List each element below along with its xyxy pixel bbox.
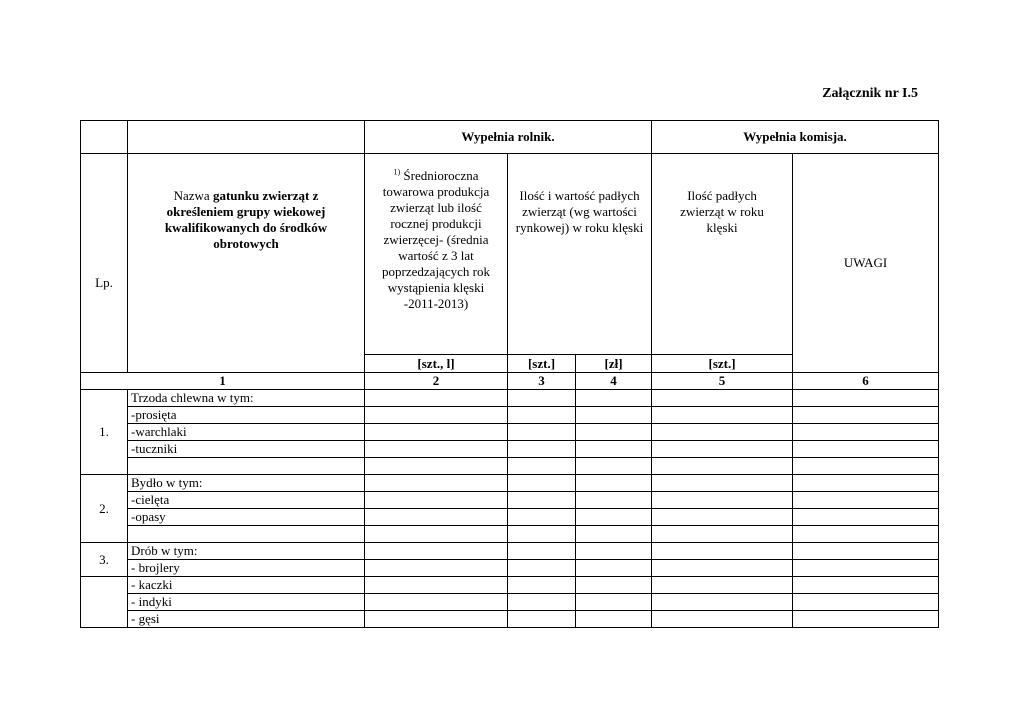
entry-cell[interactable] (365, 611, 508, 628)
entry-cell[interactable] (793, 441, 939, 458)
entry-cell[interactable] (365, 390, 508, 407)
entry-cell[interactable] (576, 509, 652, 526)
entry-cell[interactable] (652, 441, 793, 458)
entry-cell[interactable] (652, 407, 793, 424)
entry-cell[interactable] (508, 577, 576, 594)
row-lp: 1. (81, 390, 128, 475)
header-lp: Lp. (81, 154, 128, 373)
entry-cell[interactable] (576, 611, 652, 628)
entry-cell[interactable] (793, 594, 939, 611)
entry-cell[interactable] (652, 594, 793, 611)
row-animal-name (128, 526, 365, 543)
table-row (81, 543, 939, 560)
livestock-losses-table (80, 120, 939, 628)
entry-cell[interactable] (652, 577, 793, 594)
entry-cell[interactable] (365, 475, 508, 492)
row-animal-name: Drób w tym: (128, 543, 365, 560)
entry-cell[interactable] (652, 509, 793, 526)
row-animal-name: Trzoda chlewna w tym: (128, 390, 365, 407)
entry-cell[interactable] (652, 492, 793, 509)
entry-cell[interactable] (508, 390, 576, 407)
column-number: 3 (508, 373, 576, 390)
table-row (81, 594, 939, 611)
entry-cell[interactable] (793, 424, 939, 441)
row-lp: 2. (81, 475, 128, 543)
footnote-marker: 1) (393, 167, 401, 177)
entry-cell[interactable] (652, 543, 793, 560)
entry-cell[interactable] (365, 458, 508, 475)
column-number: 6 (793, 373, 939, 390)
header-empty-cell (81, 121, 128, 154)
entry-cell[interactable] (793, 611, 939, 628)
unit-col4b: [zł] (576, 355, 652, 373)
entry-cell[interactable] (652, 475, 793, 492)
unit-col4a: [szt.] (508, 355, 576, 373)
table-row (81, 509, 939, 526)
entry-cell[interactable] (365, 543, 508, 560)
header-farmer-group: Wypełnia rolnik. (365, 121, 652, 154)
table-row (81, 492, 939, 509)
header-dead-animals-value: Ilość i wartość padłych zwierząt (wg wartości rynkowej) w roku klęski (508, 154, 652, 355)
table-row (81, 424, 939, 441)
entry-cell[interactable] (576, 390, 652, 407)
row-animal-name: - brojlery (128, 560, 365, 577)
header-columns-row (81, 154, 939, 355)
entry-cell[interactable] (652, 560, 793, 577)
entry-cell[interactable] (508, 594, 576, 611)
entry-cell[interactable] (576, 526, 652, 543)
row-animal-name: - indyki (128, 594, 365, 611)
entry-cell[interactable] (793, 526, 939, 543)
entry-cell[interactable] (576, 492, 652, 509)
entry-cell[interactable] (793, 475, 939, 492)
row-animal-name: -prosięta (128, 407, 365, 424)
entry-cell[interactable] (365, 492, 508, 509)
entry-cell[interactable] (508, 475, 576, 492)
entry-cell[interactable] (576, 543, 652, 560)
entry-cell[interactable] (576, 441, 652, 458)
header-empty-cell (128, 121, 365, 154)
header-avg-production (365, 154, 508, 355)
row-animal-name: Bydło w tym: (128, 475, 365, 492)
table-row (81, 407, 939, 424)
header-commission-group: Wypełnia komisja. (652, 121, 939, 154)
entry-cell[interactable] (508, 543, 576, 560)
entry-cell[interactable] (652, 611, 793, 628)
row-lp (81, 577, 128, 628)
entry-cell[interactable] (508, 407, 576, 424)
row-lp: 3. (81, 543, 128, 577)
row-animal-name: - kaczki (128, 577, 365, 594)
entry-cell[interactable] (508, 458, 576, 475)
entry-cell[interactable] (365, 509, 508, 526)
column-number: 5 (652, 373, 793, 390)
column-number: 2 (365, 373, 508, 390)
table-row (81, 390, 939, 407)
entry-cell[interactable] (365, 560, 508, 577)
header-group-row (81, 121, 939, 154)
row-animal-name: -warchlaki (128, 424, 365, 441)
header-remarks: UWAGI (793, 154, 939, 373)
entry-cell[interactable] (508, 509, 576, 526)
entry-cell[interactable] (793, 543, 939, 560)
annex-label: Załącznik nr I.5 (822, 86, 918, 101)
header-avg-production-text: Średnioroczna towarowa produkcja zwierząt lub ilość rocznej produkcji zwierzęcej- (średnia wartość z 3 lat poprzedzających rok wystąpienia klęski -2011-2013) (382, 168, 490, 311)
entry-cell[interactable] (365, 407, 508, 424)
table-row (81, 475, 939, 492)
entry-cell[interactable] (793, 577, 939, 594)
header-animal-name-bold: gatunku zwierząt z określeniem grupy wiekowej kwalifikowanych do środków obrotowych (164, 188, 328, 251)
entry-cell[interactable] (365, 526, 508, 543)
entry-cell[interactable] (793, 390, 939, 407)
unit-col3: [szt., l] (365, 355, 508, 373)
entry-cell[interactable] (365, 424, 508, 441)
unit-col5: [szt.] (652, 355, 793, 373)
entry-cell[interactable] (793, 492, 939, 509)
entry-cell[interactable] (365, 594, 508, 611)
entry-cell[interactable] (576, 424, 652, 441)
entry-cell[interactable] (576, 475, 652, 492)
entry-cell[interactable] (576, 407, 652, 424)
entry-cell[interactable] (365, 441, 508, 458)
row-animal-name: -opasy (128, 509, 365, 526)
table-row (81, 611, 939, 628)
column-numbers-row (81, 373, 939, 390)
table-row (81, 458, 939, 475)
header-animal-name-plain: Nazwa (173, 188, 213, 203)
header-dead-animals-count: Ilość padłych zwierząt w roku klęski (652, 154, 793, 355)
table-row (81, 577, 939, 594)
entry-cell[interactable] (508, 424, 576, 441)
entry-cell[interactable] (508, 611, 576, 628)
entry-cell[interactable] (508, 526, 576, 543)
entry-cell[interactable] (652, 390, 793, 407)
entry-cell[interactable] (576, 577, 652, 594)
entry-cell[interactable] (652, 458, 793, 475)
column-number: 1 (81, 373, 365, 390)
entry-cell[interactable] (793, 458, 939, 475)
entry-cell[interactable] (508, 441, 576, 458)
row-animal-name: -tuczniki (128, 441, 365, 458)
row-animal-name (128, 458, 365, 475)
row-animal-name: - gęsi (128, 611, 365, 628)
entry-cell[interactable] (508, 560, 576, 577)
entry-cell[interactable] (652, 424, 793, 441)
table-row (81, 560, 939, 577)
table-row (81, 441, 939, 458)
row-animal-name: -cielęta (128, 492, 365, 509)
entry-cell[interactable] (576, 594, 652, 611)
entry-cell[interactable] (652, 526, 793, 543)
entry-cell[interactable] (793, 560, 939, 577)
entry-cell[interactable] (793, 509, 939, 526)
column-number: 4 (576, 373, 652, 390)
entry-cell[interactable] (365, 577, 508, 594)
entry-cell[interactable] (793, 407, 939, 424)
header-animal-name (128, 154, 365, 373)
entry-cell[interactable] (576, 560, 652, 577)
table-row (81, 526, 939, 543)
entry-cell[interactable] (508, 492, 576, 509)
entry-cell[interactable] (576, 458, 652, 475)
